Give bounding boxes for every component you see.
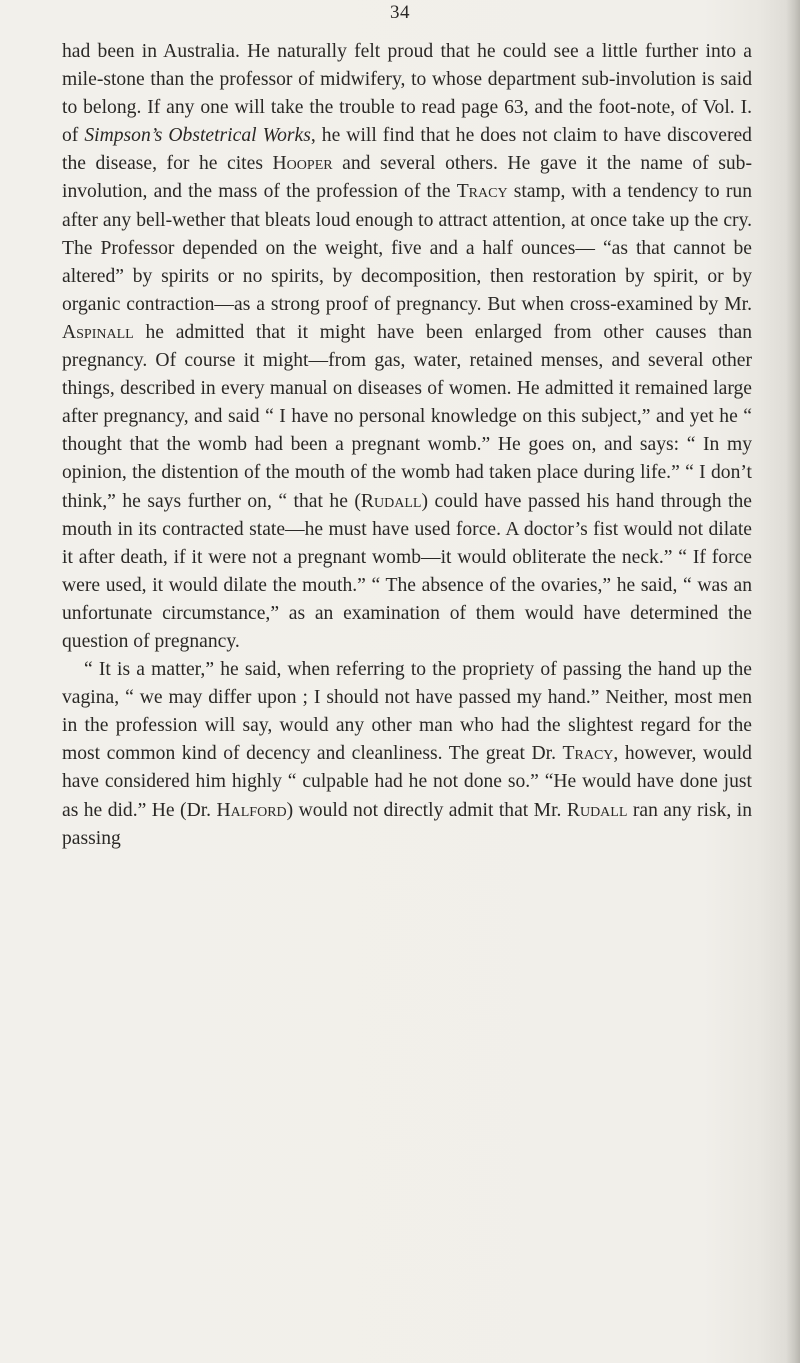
text-segment: , he will find that he does not claim to have discovered the disease, for he cites [62, 125, 752, 175]
text-segment: he admitted that it might have been enlarged from other causes than pregnancy. Of course it might—from gas, water, retained menses, and several other things, described in every manual on diseases of women. He admitted it remained large after pregnancy, and said “ I have no personal knowledge on this subject,” and yet he “ thought that the womb had been a pregnant womb.” He goes on, and says: “ In my opinion, the distention of the mouth of the womb had taken place during life.” “ I don’t think,” he says further on, “ that he ( [62, 321, 752, 512]
text-segment: had been in Australia. He naturally felt proud that he could see a little further into a mile-stone than the professor of midwifery, to whose department sub-involution is said to belong. If any one will take the trouble to read page 63, and the foot-note, of Vol. I. of [62, 41, 752, 147]
name-rudall: Rudall [360, 490, 422, 512]
name-halford: Halford [216, 799, 287, 821]
text-segment: “ It is a matter,” he said, when referring to the propriety of passing the hand up the vagina, “ we may differ upon ; I should not have passed my hand.” Neither, most men in the profession will say, would any other man who had the slightest regard for the most common kind of decency and cleanliness. The great Dr. [62, 659, 752, 765]
name-hooper: Hooper [272, 153, 333, 175]
name-tracy: Tracy [562, 743, 614, 765]
text-segment: ) would not directly admit that Mr. [286, 799, 567, 821]
book-title-italic: Simpson’s Obstetrical Works [84, 125, 311, 147]
body-text [62, 38, 752, 853]
paragraph-2 [62, 656, 752, 853]
text-segment: and several others. He gave it the name of sub-involution, and the mass of the profession of the [62, 153, 752, 203]
page-number: 34 [390, 2, 410, 23]
name-aspinall: Aspinall [62, 321, 134, 343]
text-segment: , however, would have considered him highly “ culpable had he not done so.” “He would have done just as he did.” He (Dr. [62, 743, 752, 821]
text-segment: ) could have passed his hand through the mouth in its contracted state—he must have used force. A doctor’s fist would not dilate it after death, if it were not a pregnant womb—it would obliterate the neck.” “ If force were used, it would dilate the mouth.” “ The absence of the ovaries,” he said, “ was an unfortunate circumstance,” as an examination of them would have determined the question of pregnancy. [62, 490, 752, 652]
name-rudall: Rudall [566, 799, 628, 821]
paragraph-1 [62, 38, 752, 656]
name-tracy: Tracy [456, 181, 508, 203]
text-segment: ran any risk, in passing [62, 799, 752, 849]
page-edge-shadow [786, 0, 800, 1363]
text-segment: stamp, with a tendency to run after any bell-wether that bleats loud enough to attract attention, at once take up the cry. The Professor depended on the weight, five and a half ounces— “as that cannot be altered” by spirits or no spirits, by decomposition, then restoration by spirit, or by organic contraction—as a strong proof of pregnancy. But when cross-examined by Mr. [62, 181, 752, 315]
